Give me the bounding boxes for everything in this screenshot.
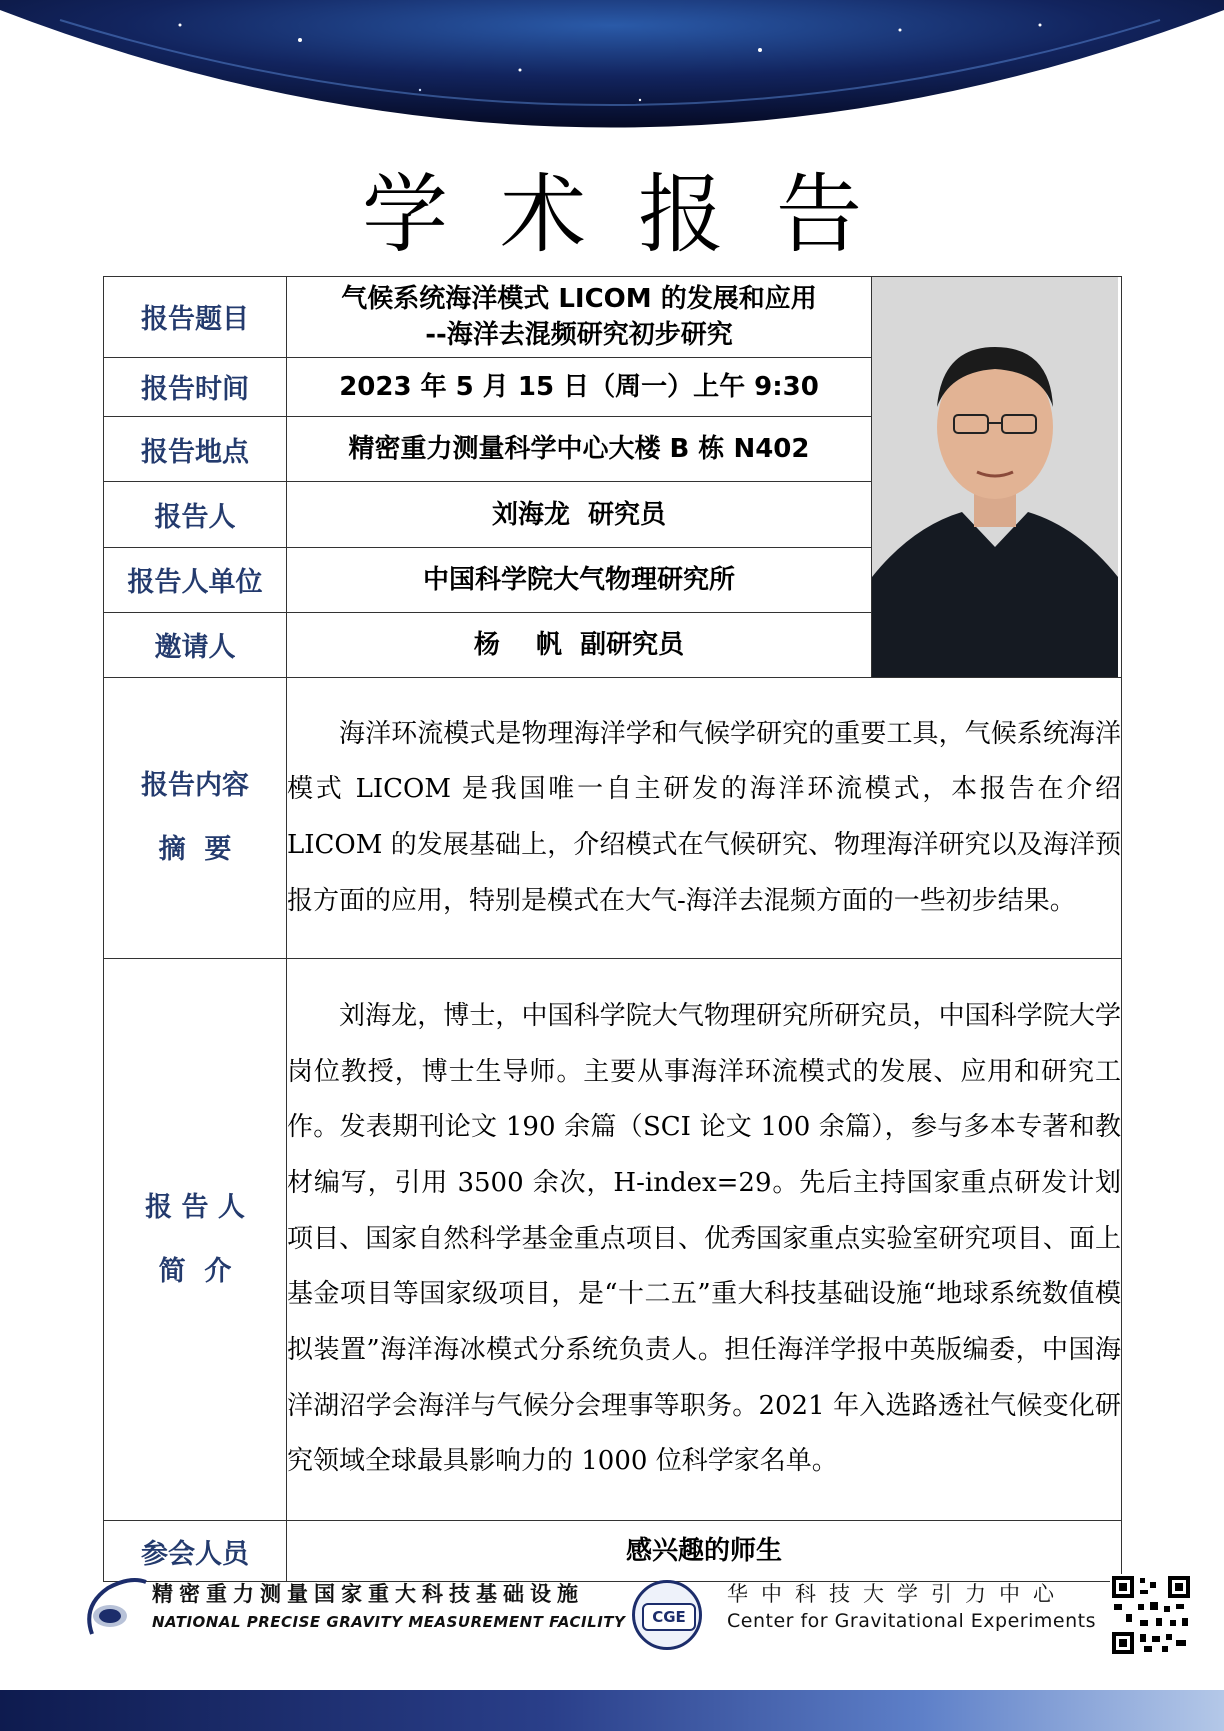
topic-line1: 气候系统海洋模式 LICOM 的发展和应用 [341, 283, 817, 314]
value-inviter: 杨 帆 副研究员 [287, 612, 872, 677]
label-time: 报告时间 [104, 357, 287, 417]
label-location: 报告地点 [104, 417, 287, 482]
bio-label-line1: 报 告 人 [145, 1191, 245, 1223]
row-topic [104, 277, 1122, 358]
speaker-photo [872, 277, 1118, 677]
facility-name-en: NATIONAL PRECISE GRAVITY MEASUREMENT FACILITY [152, 1613, 626, 1631]
abstract-label-line2: 摘 要 [158, 834, 232, 865]
value-affiliation: 中国科学院大气物理研究所 [287, 547, 872, 612]
label-abstract [104, 678, 287, 959]
label-speaker: 报告人 [104, 482, 287, 547]
bio-label-line2: 简 介 [158, 1255, 232, 1287]
value-speaker: 刘海龙 研究员 [287, 482, 872, 547]
value-topic [287, 277, 872, 358]
space-banner [0, 0, 1224, 150]
row-bio [104, 959, 1122, 1521]
label-bio [104, 959, 287, 1521]
page-title: 学术报告 [362, 165, 914, 265]
facility-name-cn: 精密重力测量国家重大科技基础设施 [152, 1582, 584, 1606]
topic-line2: --海洋去混频研究初步研究 [425, 319, 733, 350]
label-attendees: 参会人员 [104, 1521, 287, 1582]
label-inviter: 邀请人 [104, 612, 287, 677]
label-affiliation: 报告人单位 [104, 547, 287, 612]
qr-code-icon[interactable] [1110, 1574, 1192, 1656]
cge-logo-icon [632, 1580, 702, 1650]
abstract-text: 海洋环流模式是物理海洋学和气候学研究的重要工具，气候系统海洋模式 LICOM 是我国唯一自主研发的海洋环流模式，本报告在介绍 LICOM 的发展基础上，介绍模式在气候研究、物理海洋研究以及海洋预报方面的应用，特别是模式在大气-海洋去混频方面的一些初步结果。 [287, 718, 1121, 916]
label-topic: 报告题目 [104, 277, 287, 358]
bottom-color-bar [0, 1690, 1224, 1731]
cge-badge: CGE [642, 1603, 696, 1631]
bio-text-cell [287, 959, 1122, 1521]
center-name-cn: 华中科技大学引力中心 [727, 1582, 1067, 1606]
bio-text: 刘海龙，博士，中国科学院大气物理研究所研究员，中国科学院大学岗位教授，博士生导师。主要从事海洋环流模式的发展、应用和研究工作。发表期刊论文 190 余篇（SCI 论文 100 余篇），参与多本专著和教材编写，引用 3500 余次，H-index=29。先后主持国家重点研发计划项目、国家自然科学基金重点项目、优秀国家重点实验室研究项目、面上基金项目等国家级项目，是“十二五”重大科技基础设施“地球系统数值模拟装置”海洋海冰模式分系统负责人。担任海洋学报中英版编委，中国海洋湖沼学会海洋与气候分会理事等职务。2021 年入选路透社气候变化研究领域全球最具影响力的 1000 位科学家名单。 [287, 1000, 1121, 1477]
footer [0, 1568, 1224, 1678]
value-attendees: 感兴趣的师生 [287, 1521, 1122, 1582]
report-table [103, 276, 1122, 1582]
gravity-facility-logo-icon [80, 1576, 150, 1646]
value-time: 2023 年 5 月 15 日（周一）上午 9:30 [287, 357, 872, 417]
abstract-text-cell [287, 678, 1122, 959]
value-location: 精密重力测量科学中心大楼 B 栋 N402 [287, 417, 872, 482]
abstract-label-line1: 报告内容 [141, 770, 249, 801]
speaker-photo-cell [872, 277, 1122, 678]
row-abstract [104, 678, 1122, 959]
center-name-en: Center for Gravitational Experiments [727, 1610, 1096, 1632]
